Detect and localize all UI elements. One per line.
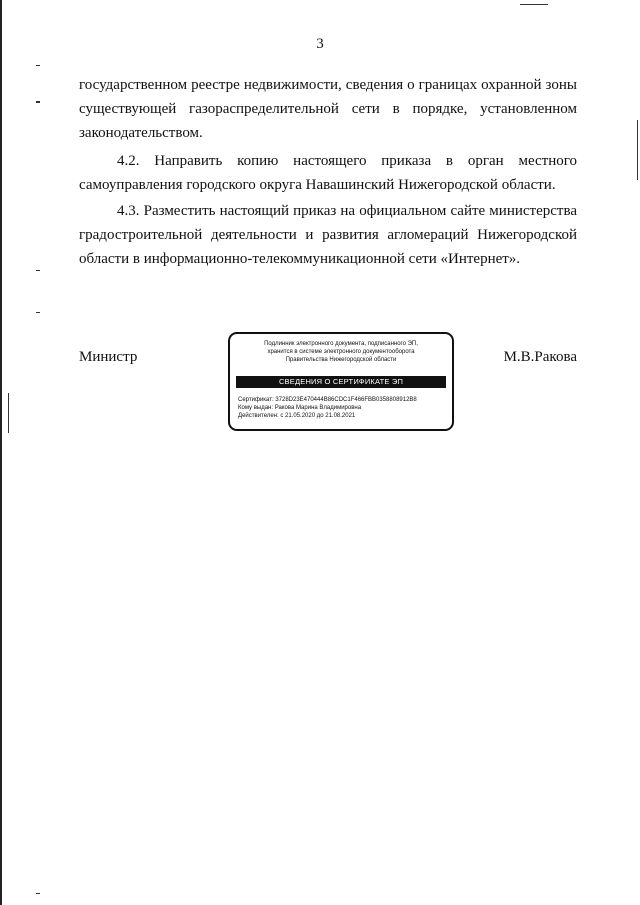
electronic-signature-stamp: [228, 332, 454, 431]
scan-mark: [36, 312, 40, 313]
scan-mark: [36, 101, 40, 103]
stamp-banner: СВЕДЕНИЯ О СЕРТИФИКАТЕ ЭП: [236, 376, 446, 388]
stamp-details: [238, 396, 446, 420]
scan-mark: [36, 270, 40, 271]
scan-mark: [637, 120, 638, 180]
scan-mark: [8, 393, 9, 433]
validity-label: Действителен:: [238, 413, 279, 419]
signatory-name: М.В.Ракова: [503, 349, 577, 365]
paragraph-continuation: [79, 73, 577, 145]
paragraph-text: 4.3. Разместить настоящий приказ на официальном сайте министерства градостроительной деятельности и развития агломераций Нижегородской области в информационно-телекоммуникационной сети «Интернет».: [79, 203, 577, 267]
paragraph-4-2: [79, 149, 577, 197]
scan-mark: [36, 65, 40, 66]
owner-value: Ракова Марина Владимировна: [274, 405, 362, 411]
paragraph-text: 4.2. Направить копию настоящего приказа в орган местного самоуправления городского округа Навашинский Нижегородской области.: [79, 153, 577, 193]
paragraph-4-3: [79, 199, 577, 271]
certificate-value: 3728D23E470444B86CDC1F466FBB0358808912B8: [275, 397, 417, 403]
page-number: 3: [316, 36, 324, 52]
stamp-header-line: Правительства Нижегородской области: [285, 357, 397, 363]
certificate-label: Сертификат:: [238, 397, 274, 403]
validity-row: [238, 412, 446, 420]
stamp-header-line: Подлинник электронного документа, подписанного ЭП,: [264, 341, 418, 347]
stamp-header: [236, 340, 446, 364]
scan-mark: [36, 893, 40, 894]
owner-label: Кому выдан:: [238, 405, 274, 411]
stamp-header-line: хранится в системе электронного документооборота: [267, 349, 415, 355]
scan-mark: [520, 4, 548, 5]
scan-edge-line: [0, 0, 2, 905]
validity-value: с 21.05.2020 до 21.08.2021: [280, 413, 356, 419]
paragraph-text: государственном реестре недвижимости, сведения о границах охранной зоны существующей газораспределительной сети в порядке, установленном законодательством.: [79, 77, 577, 141]
certificate-row: [238, 396, 446, 404]
owner-row: [238, 404, 446, 412]
signatory-role: Министр: [79, 349, 138, 365]
